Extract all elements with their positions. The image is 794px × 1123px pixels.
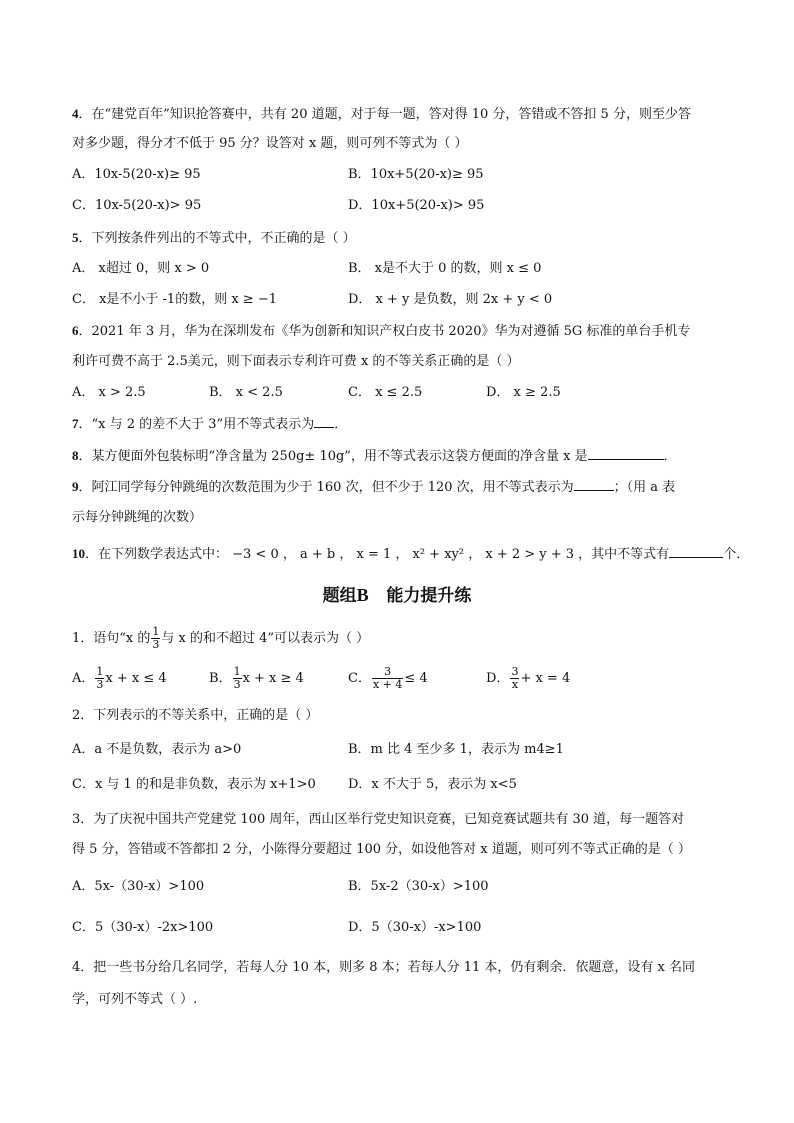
q4-option-c: C．10x-5(20-x)> 95 [72,198,202,213]
b3-line2: 得 5 分，答错或不答都扣 2 分，小陈得分要超过 100 分，如设他答对 x 道题，则可列不等式正确的是（ ） [72,842,691,857]
b1-option-b-prefix: B． [209,671,232,686]
q10-stem [72,544,749,565]
q7-stem [72,414,347,435]
b3-line1: 3．为了庆祝中国共产党建党 100 周年，西山区举行党史知识竞赛，已知竞赛试题共有 30 道，每一题答对 [72,812,685,827]
q5-text: ．下列按条件列出的不等式中，不正确的是（ ） [78,231,356,246]
q4-option-d: D．10x+5(20-x)> 95 [348,198,485,213]
b1-option-a [72,666,167,691]
q6-line1 [72,321,690,342]
b1-stem-fraction [151,626,160,651]
q7-text: ．“x 与 2 的差不大于 3”用不等式表示为 [78,417,315,432]
b1-stem-b: 与 x 的和不超过 4”可以表示为（ ） [161,631,370,646]
q6-line2: 利许可费不高于 2.5美元，则下面表示专利许可费 x 的不等关系正确的是（ ） [72,354,520,369]
q7-end: ． [334,417,348,432]
b3-option-b: B．5x-2（30-x）>100 [348,879,489,894]
b1-option-a-denominator: 3 [96,678,104,691]
q8-answer-blank[interactable] [588,447,664,460]
b1-option-b-fraction [233,666,242,691]
b1-option-d-denominator: x [511,678,519,691]
q8-text: ．某方便面外包装标明“净含量为 250g± 10g”，用不等式表示这袋方便面的净含量 x 是 [78,449,588,464]
b1-option-d-fraction [510,666,519,691]
b1-option-d-numerator: 3 [511,665,519,678]
b1-option-a-prefix: A． [72,671,95,686]
b1-option-c-fraction [372,666,403,691]
b3-option-a: A．5x-（30-x）>100 [72,879,205,894]
q4-number: 4 [72,106,79,121]
b2-option-c: C．x 与 1 的和是非负数，表示为 x+1>0 [72,777,316,792]
b4-line1: 4．把一些书分给几名同学，若每人分 10 本，则多 8 本；若每人分 11 本，仍有剩余．依题意，设有 x 名同 [72,960,696,975]
b1-fraction-numerator: 1 [152,625,160,638]
b1-option-d-prefix: D． [486,671,510,686]
q9-answer-blank[interactable] [574,478,614,491]
b1-option-c-suffix: ≤ 4 [404,671,428,686]
q9-text: ．阿江同学每分钟跳绳的次数范围为少于 160 次，但不少于 120 次，用不等式表示为 [78,480,574,495]
b1-option-d [486,666,570,691]
q9-number: 9 [72,479,79,494]
q8-number: 8 [72,448,79,463]
q6-option-c: C． x ≤ 2.5 [348,385,423,400]
q6-option-b: B． x < 2.5 [209,385,283,400]
b1-option-a-numerator: 1 [96,665,104,678]
b1-option-c-numerator: 3 [372,666,403,679]
b1-option-a-suffix: x + x ≤ 4 [105,671,167,686]
b3-option-c: C．5（30-x）-2x>100 [72,920,214,935]
b2-option-a: A．a 不是负数，表示为 a>0 [72,742,242,757]
q5-option-c: C． x是不小于 -1的数，则 x ≥ −1 [72,292,277,307]
q5-option-b: B． x是不大于 0 的数，则 x ≤ 0 [348,261,542,276]
b1-option-b [209,666,304,691]
b2-option-d: D．x 不大于 5，表示为 x<5 [348,777,517,792]
b1-option-b-suffix: x + x ≥ 4 [242,671,304,686]
q10-answer-blank[interactable] [669,545,723,558]
q8-end: ． [663,449,677,464]
q7-number: 7 [72,416,79,431]
q8-stem [72,446,677,467]
q6-option-d: D． x ≥ 2.5 [486,385,561,400]
q5-stem [72,228,356,249]
q7-answer-blank[interactable] [314,415,334,428]
b1-stem-a: 1．语句“x 的 [72,631,151,646]
b1-option-c [348,666,428,691]
section-b-letter: B [356,585,369,605]
q4-option-b: B．10x+5(20-x)≥ 95 [348,167,484,182]
q5-number: 5 [72,230,79,245]
b1-option-c-denominator: x + 4 [372,678,403,691]
q9-line1 [72,477,675,498]
b2-stem: 2．下列表示的不等关系中，正确的是（ ） [72,708,319,723]
b1-option-a-fraction [95,666,104,691]
q10-number: 10 [72,546,85,561]
section-b-prefix: 题组 [322,586,357,606]
section-b-title: 能力提升练 [386,586,472,606]
q4-option-a: A．10x-5(20-x)≥ 95 [72,167,201,182]
q6-option-a: A． x > 2.5 [72,385,146,400]
section-b-heading [0,584,794,607]
q4-line1 [72,104,691,125]
b1-stem [72,626,369,651]
q9-text-end: ；（用 a 表 [613,480,676,495]
b3-option-d: D．5（30-x）-x>100 [348,920,482,935]
b4-line2: 学，可列不等式（ ）. [72,992,198,1007]
q6-text: ．2021 年 3 月，华为在深圳发布《华为创新和知识产权白皮书 2020》华为对遵循 5G 标准的单台手机专 [78,324,691,339]
q10-end: 个． [723,547,750,562]
b2-option-b: B．m 比 4 至少多 1，表示为 m4≥1 [348,742,564,757]
q10-text: ．在下列数学表达式中： −3 < 0 ， a + b ， x = 1 ， x² + xy² ， x + 2 > y + 3 ，其中不等式有 [85,547,670,562]
b1-option-b-denominator: 3 [233,678,241,691]
q5-option-d: D． x + y 是负数，则 2x + y < 0 [348,292,553,307]
b1-fraction-denominator: 3 [152,638,160,651]
q4-text: ．在“建党百年”知识抢答赛中，共有 20 道题，对于每一题，答对得 10 分，答错或不答扣 5 分，则至少答 [78,107,691,122]
q9-line2: 示每分钟跳绳的次数） [72,510,203,525]
b1-option-d-suffix: + x = 4 [520,671,571,686]
q6-number: 6 [72,323,79,338]
b1-option-b-numerator: 1 [233,665,241,678]
b1-option-c-prefix: C． [348,671,371,686]
q4-line2: 对多少题，得分才不低于 95 分？设答对 x 题，则可列不等式为（ ） [72,136,468,151]
q5-option-a: A． x超过 0，则 x > 0 [72,261,210,276]
